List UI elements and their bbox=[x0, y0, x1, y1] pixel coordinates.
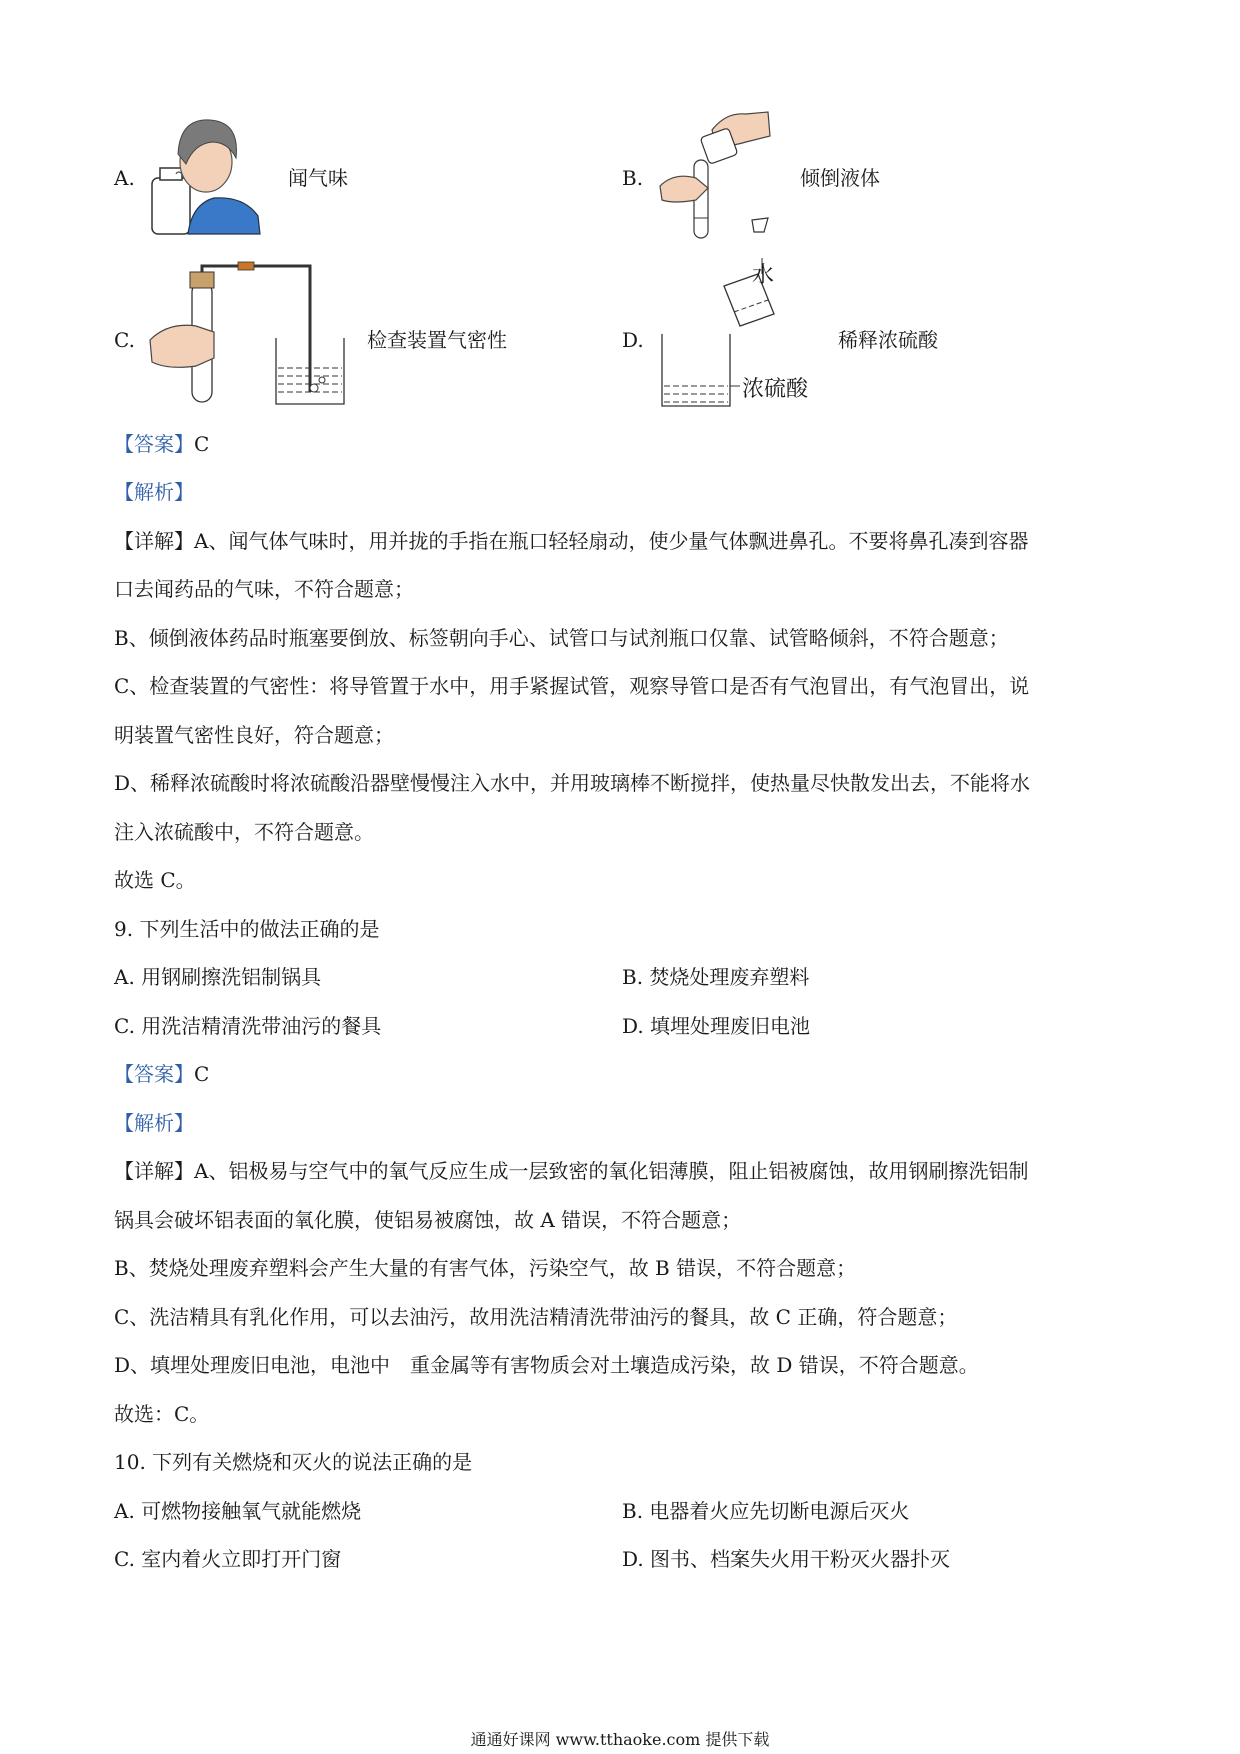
q8-answer bbox=[114, 430, 209, 458]
detail-text: A、闻气体气味时，用并拢的手指在瓶口轻轻扇动，使少量气体飘进鼻孔。不要将鼻孔凑到容器 bbox=[194, 529, 1029, 553]
q9-option-b: B. 焚烧处理废弃塑料 bbox=[622, 965, 810, 989]
q9-stem: 9. 下列生活中的做法正确的是 bbox=[114, 917, 380, 941]
q10-option-b: B. 电器着火应先切断电源后灭火 bbox=[622, 1499, 910, 1523]
pour-liquid-illustration bbox=[656, 108, 786, 242]
q8-detail-line-2: 口去闻药品的气味，不符合题意； bbox=[114, 577, 414, 601]
q8-detail-line-4: C、检查装置的气密性：将导管置于水中，用手紧握试管，观察导管口是否有气泡冒出，有气泡冒出，说 bbox=[114, 674, 1030, 698]
water-label: 水 bbox=[752, 263, 775, 288]
q9-detail-line-3: B、焚烧处理废弃塑料会产生大量的有害气体，污染空气，故 B 错误，不符合题意； bbox=[114, 1256, 857, 1280]
q8-detail-line-5: 明装置气密性良好，符合题意； bbox=[114, 723, 394, 747]
footer-watermark: 通通好课网 www.tthaoke.com 提供下载 bbox=[470, 1730, 770, 1749]
q8-detail-line-1 bbox=[114, 527, 1028, 555]
smell-gas-illustration bbox=[148, 112, 266, 238]
q9-option-c: C. 用洗洁精清洗带油污的餐具 bbox=[114, 1014, 382, 1038]
detail-text: A、铝极易与空气中的氧气反应生成一层致密的氧化铝薄膜，阻止铝被腐蚀，故用钢刷擦洗铝制 bbox=[194, 1159, 1029, 1183]
q9-detail-line-4: C、洗洁精具有乳化作用，可以去油污，故用洗洁精清洗带油污的餐具，故 C 正确，符合题意； bbox=[114, 1305, 958, 1329]
q9-conclusion: 故选：C。 bbox=[114, 1402, 210, 1426]
q8-analysis-tag: 【解析】 bbox=[114, 480, 194, 504]
q9-detail-line-5: D、填埋处理废旧电池，电池中 重金属等有害物质会对土壤造成污染，故 D 错误，不符合题意。 bbox=[114, 1353, 979, 1377]
option-c-caption: 检查装置气密性 bbox=[367, 328, 507, 352]
q8-detail-line-7: 注入浓硫酸中，不符合题意。 bbox=[114, 820, 374, 844]
answer-tag: 【答案】 bbox=[114, 1062, 194, 1086]
q8-detail-line-6: D、稀释浓硫酸时将浓硫酸沿器壁慢慢注入水中，并用玻璃棒不断搅拌，使热量尽快散发出去，不能将水 bbox=[114, 771, 1031, 795]
option-c-letter: C. bbox=[114, 328, 135, 352]
option-b-caption: 倾倒液体 bbox=[800, 166, 880, 190]
q9-answer bbox=[114, 1060, 209, 1088]
q10-stem: 10. 下列有关燃烧和灭火的说法正确的是 bbox=[114, 1450, 473, 1474]
option-a-letter: A. bbox=[114, 166, 135, 190]
q8-conclusion: 故选 C。 bbox=[114, 868, 196, 892]
q9-option-a: A. 用钢刷擦洗铝制锅具 bbox=[114, 965, 322, 989]
q9-detail-line-1 bbox=[114, 1157, 1028, 1185]
acid-label: 浓硫酸 bbox=[742, 377, 809, 402]
answer-value: C bbox=[194, 1062, 210, 1086]
detail-tag: 【详解】 bbox=[114, 529, 194, 553]
option-a-caption: 闻气味 bbox=[288, 166, 348, 190]
airtightness-check-illustration bbox=[148, 262, 348, 408]
answer-value: C bbox=[194, 432, 210, 456]
q10-option-a: A. 可燃物接触氧气就能燃烧 bbox=[114, 1499, 362, 1523]
q10-option-d: D. 图书、档案失火用干粉灭火器扑灭 bbox=[622, 1547, 951, 1571]
q8-detail-line-3: B、倾倒液体药品时瓶塞要倒放、标签朝向手心、试管口与试剂瓶口仅靠、试管略倾斜，不符合题意； bbox=[114, 626, 1009, 650]
q10-option-c: C. 室内着火立即打开门窗 bbox=[114, 1547, 342, 1571]
option-b-letter: B. bbox=[622, 166, 644, 190]
detail-tag: 【详解】 bbox=[114, 1159, 194, 1183]
q9-analysis-tag: 【解析】 bbox=[114, 1111, 194, 1135]
option-d-letter: D. bbox=[622, 328, 644, 352]
option-d-caption: 稀释浓硫酸 bbox=[838, 328, 938, 352]
q9-detail-line-2: 锅具会破坏铝表面的氧化膜，使铝易被腐蚀，故 A 错误，不符合题意； bbox=[114, 1208, 742, 1232]
answer-tag: 【答案】 bbox=[114, 432, 194, 456]
q9-option-d: D. 填埋处理废旧电池 bbox=[622, 1014, 811, 1038]
